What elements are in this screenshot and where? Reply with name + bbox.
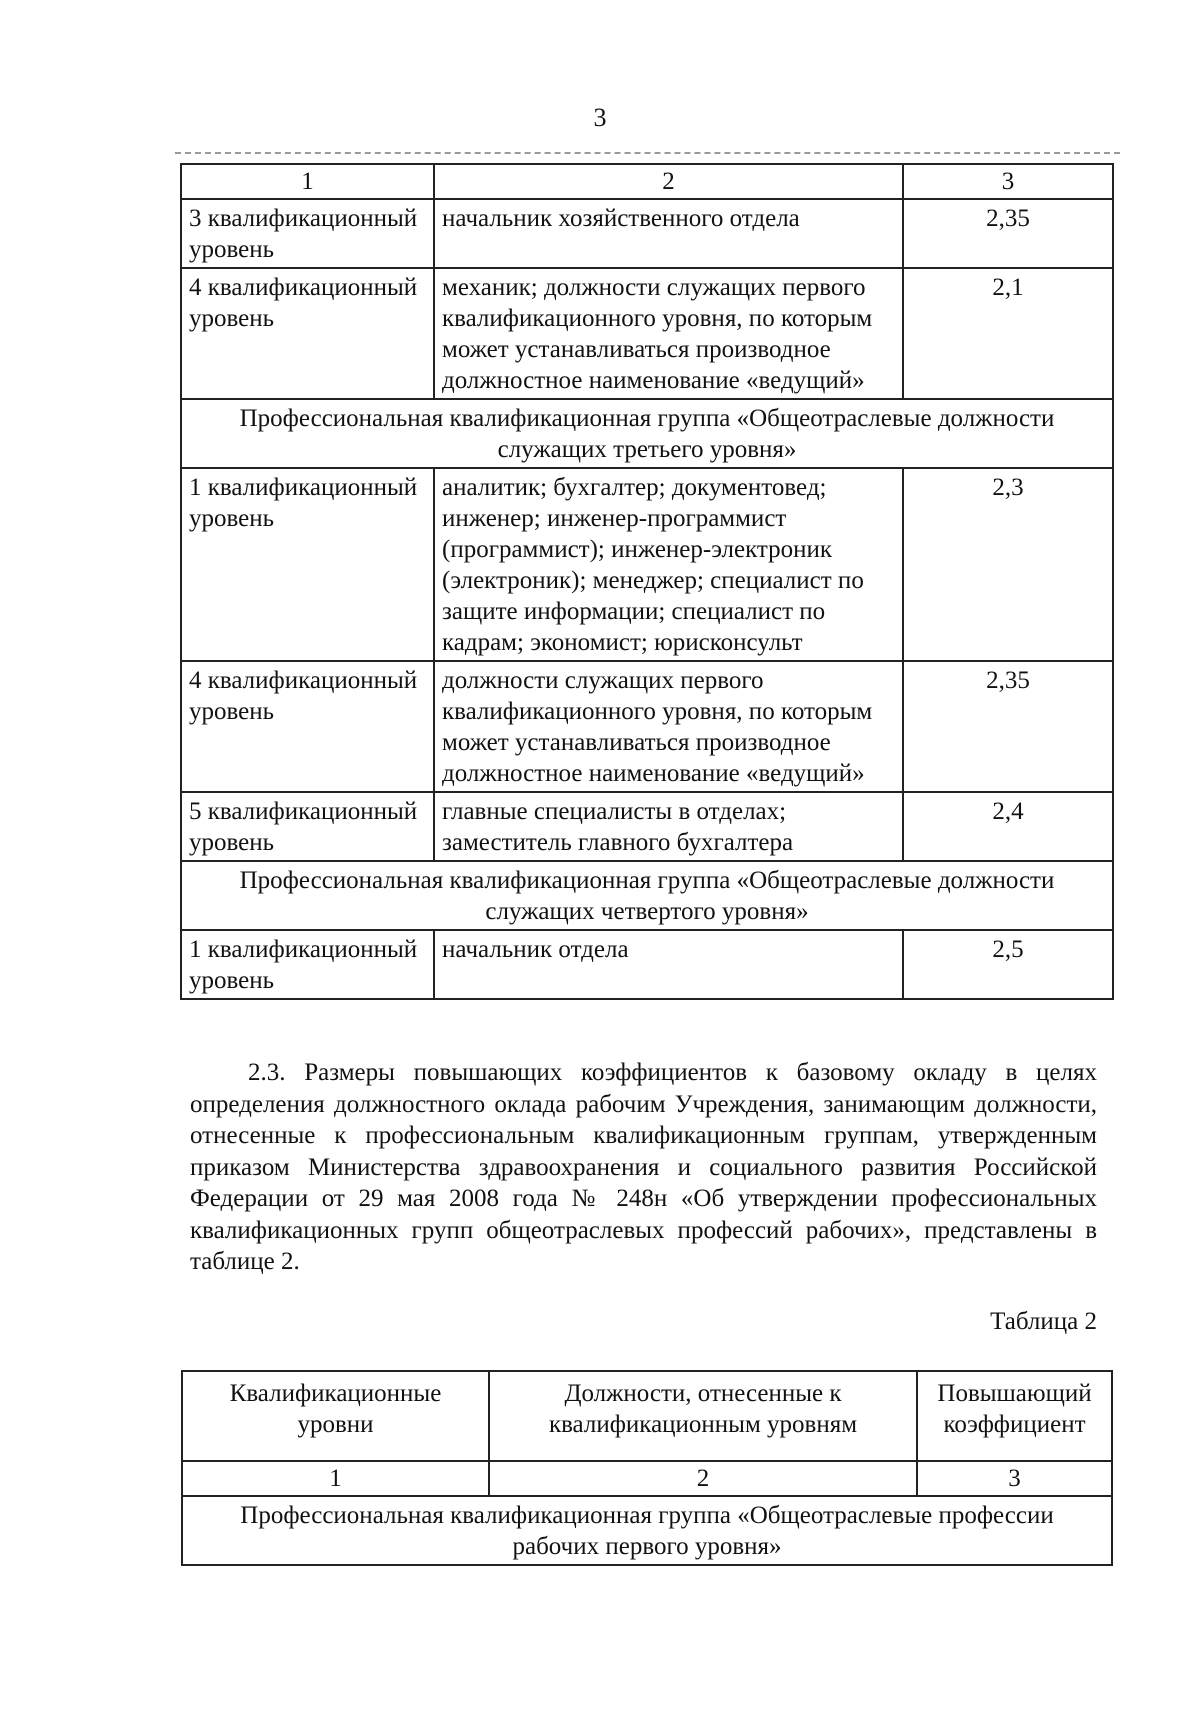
column-header-positions: Должности, отнесенные к квалификационным уровням	[489, 1371, 917, 1461]
coefficient-cell: 2,35	[903, 199, 1113, 268]
positions-cell: начальник хозяйственного отдела	[434, 199, 903, 268]
column-header-levels: Квалификационные уровни	[182, 1371, 489, 1461]
table-header-row	[182, 1461, 1112, 1496]
column-number-2: 2	[489, 1461, 917, 1496]
table-row	[181, 792, 1113, 861]
positions-cell: аналитик; бухгалтер; документовед; инженер; инженер-программист (программист); инженер-электроник (электроник); менеджер; специалист по защите информации; специалист по кадрам; экономист; юрисконсульт	[434, 468, 903, 661]
level-cell: 1 квалификационный уровень	[181, 930, 434, 999]
group-row	[181, 399, 1113, 468]
level-cell: 3 квалификационный уровень	[181, 199, 434, 268]
table-2-caption: Таблица 2	[990, 1308, 1097, 1335]
column-number-1: 1	[182, 1461, 489, 1496]
group-row	[181, 861, 1113, 930]
table-header-row	[181, 164, 1113, 199]
page-number: 3	[593, 103, 607, 132]
coefficient-cell: 2,35	[903, 661, 1113, 792]
coefficient-cell: 2,3	[903, 468, 1113, 661]
column-number-3: 3	[917, 1461, 1112, 1496]
table-row	[181, 930, 1113, 999]
coefficients-table-continued	[180, 163, 1114, 1000]
column-number-2: 2	[434, 164, 903, 199]
paragraph-2-3: 2.3. Размеры повышающих коэффициентов к базовому окладу в целях определения должностного оклада рабочим Учреждения, занимающим должности, отнесенные к профессиональным квалификационным группам, утвержденным приказом Министерства здравоохранения и социального развития Российской Федерации от 29 мая 2008 года № 248н «Об утверждении профессиональных квалификационных групп общеотраслевых профессий рабочих», представлены в таблице 2.	[190, 1059, 1097, 1275]
column-number-1: 1	[181, 164, 434, 199]
table-row	[181, 661, 1113, 792]
positions-cell: начальник отдела	[434, 930, 903, 999]
group-title: Профессиональная квалификационная группа «Общеотраслевые должности служащих четвертого уровня»	[181, 861, 1113, 930]
positions-cell: механик; должности служащих первого квалификационного уровня, по которым может устанавливаться производное должностное наименование «ведущий»	[434, 268, 903, 399]
table-row	[181, 468, 1113, 661]
positions-cell: должности служащих первого квалификационного уровня, по которым может устанавливаться производное должностное наименование «ведущий»	[434, 661, 903, 792]
column-header-coefficient: Повышающий коэффициент	[917, 1371, 1112, 1461]
level-cell: 4 квалификационный уровень	[181, 268, 434, 399]
column-number-3: 3	[903, 164, 1113, 199]
group-title: Профессиональная квалификационная группа «Общеотраслевые профессии рабочих первого уровня»	[182, 1496, 1112, 1565]
group-row	[182, 1496, 1112, 1565]
level-cell: 5 квалификационный уровень	[181, 792, 434, 861]
scan-artifact-line	[175, 152, 1120, 154]
positions-cell: главные специалисты в отделах; заместитель главного бухгалтера	[434, 792, 903, 861]
table-column-headers-row	[182, 1371, 1112, 1461]
coefficients-table-2	[181, 1370, 1113, 1566]
level-cell: 1 квалификационный уровень	[181, 468, 434, 661]
coefficient-cell: 2,5	[903, 930, 1113, 999]
group-title: Профессиональная квалификационная группа «Общеотраслевые должности служащих третьего уровня»	[181, 399, 1113, 468]
coefficient-cell: 2,1	[903, 268, 1113, 399]
table-row	[181, 199, 1113, 268]
level-cell: 4 квалификационный уровень	[181, 661, 434, 792]
table-row	[181, 268, 1113, 399]
coefficient-cell: 2,4	[903, 792, 1113, 861]
